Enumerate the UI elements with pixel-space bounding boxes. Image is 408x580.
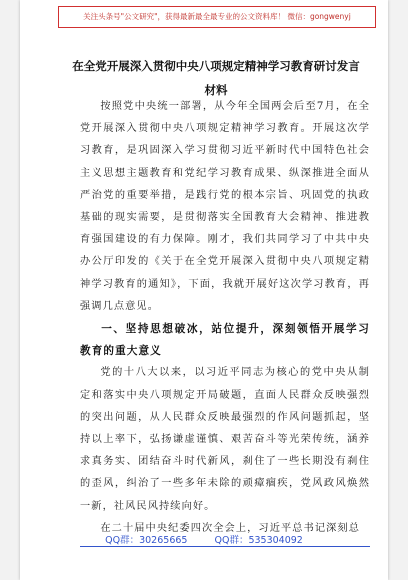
document-title-line1: 在全党开展深入贯彻中央八项规定精神学习教育研讨发言	[72, 59, 360, 73]
body-paragraph-3: 在二十届中央纪委四次全会上，习近平总书记深刻总	[100, 522, 361, 534]
body-paragraph-2: 党的十八大以来，以习近平同志为核心的党中央从制定和落实中央八项规定开局破题，直面人民群众反映强烈的突出问题，从人民群众反映最强烈的作风问题抓起，坚持以上率下，弘扬谦虚谨慎、艰苦奋斗等光荣传统，涵养求真务实、团结奋斗时代新风，刹住了一些长期没有刹住的歪风，纠治了一些多年未除的顽瘴痼疾，党风政风焕然一新，社风民风持续向好。	[80, 367, 370, 512]
document-body	[80, 96, 370, 540]
footer-qq-group-2: QQ群：535304092	[214, 535, 303, 546]
body-paragraph-1: 按照党中央统一部署，从今年全国两会后至7月，在全党开展深入贯彻中央八项规定精神学习教育。开展这次学习教育，是巩固深入学习贯彻习近平新时代中国特色社会主义思想主题教育和党纪学习教育成果、纵深推进全面从严治党的重要举措，是践行党的根本宗旨、巩固党的执政基础的现实需要，是贯彻落实全国教育大会精神、推进教育强国建设的有力保障。刚才，我们共同学习了中共中央办公厅印发的《关于在全党开展深入贯彻中央八项规定精神学习教育的通知》，下面，我就开展好这次学习教育，再强调几点意见。	[80, 101, 370, 312]
document-page	[20, 0, 388, 580]
footer-qq-group-1: QQ群：30265665	[105, 535, 188, 546]
promo-banner: 关注头条号"公文研究"，获得最新最全最专业的公文资料库！ 微信：gongwenyj	[58, 6, 376, 28]
section-heading-1: 一、坚持思想破冰，站位提升，深刻领悟开展学习教育的重大意义	[80, 323, 370, 358]
footer-contacts	[20, 532, 388, 546]
footer-divider	[80, 546, 370, 547]
document-title-line2: 材料	[204, 83, 228, 97]
